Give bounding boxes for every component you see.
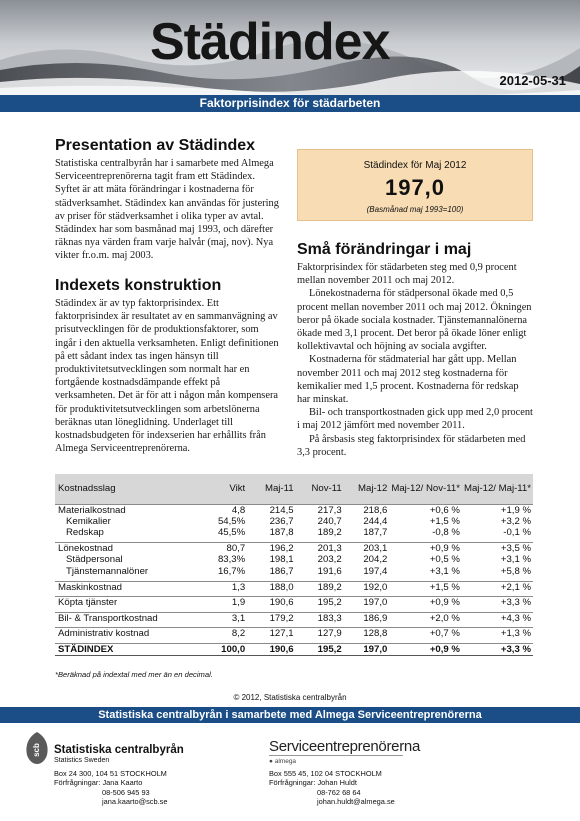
column-header: Kostnadsslag [58, 483, 116, 495]
value-cell: +0,9 % [389, 597, 462, 609]
value-cell: 1,3 [193, 581, 247, 593]
value-cell: 203,1 [344, 543, 390, 555]
presentation-section [55, 137, 280, 263]
value-cell: -0,8 % [432, 527, 460, 539]
value-cell: 190,6 [247, 597, 295, 609]
value-cell: 127,9 [296, 628, 344, 640]
value-cell: +0,7 % [389, 628, 462, 640]
table-body [55, 504, 533, 655]
value-cell: 187,8 [269, 527, 294, 539]
changes-paragraph: Faktorprisindex för städarbeten steg med 0,9 procent mellan november 2011 och maj 2012. [297, 262, 517, 287]
value-cell: +2,0 % [389, 612, 462, 624]
value-cell: 183,3 [296, 612, 344, 624]
table-row [55, 612, 533, 624]
value-cell: 4,8 [193, 504, 247, 516]
changes-paragraph: På årsbasis steg faktorprisindex för städarbeten med 3,3 procent. [297, 433, 526, 458]
index-box-label: Städindex för Maj 2012 [363, 160, 467, 171]
index-value-box [297, 149, 533, 221]
scb-contact [54, 769, 167, 807]
column-header: Maj-12/ Nov-11* [391, 483, 460, 495]
value-cell: 191,6 [317, 565, 342, 577]
value-cell: +4,3 % [462, 612, 533, 624]
table-row [55, 581, 533, 593]
construction-text: Städindex är av typ faktorprisindex. Ett faktorprisindex är resultatet av en sammanvägning av prisutvecklingen för de produktionsfaktorer, som ingår i den aktuella verksamheten. Enligt definitionen på ett sådant index tas ingen hänsyn till produktivitetsutvecklingen som normalt har en fortgående kostnadsdämpande effekt på verksamheten. Det är för att i någon mån kompensera för produktivitetsutvecklingen som arbetslönerna beräknas utan löneglidning. Underlaget till kostnadsbudgeten för indexserien har erhållits från Almega Serviceentreprenörerna. [55, 298, 279, 455]
scb-contact-line [54, 778, 167, 787]
value-cell: 197,0 [344, 597, 390, 609]
value-cell: 128,8 [344, 628, 390, 640]
almega-contact-label: Förfrågningar: [269, 778, 316, 788]
value-cell: 197,0 [344, 643, 390, 655]
value-cell: 203,2 [317, 554, 342, 566]
scb-name: Statistiska centralbyrån [54, 744, 184, 756]
value-cell: +5,8 % [500, 565, 531, 577]
value-cell: 195,2 [296, 597, 344, 609]
value-cell: 54,5% [217, 515, 246, 527]
value-cell: 244,4 [363, 515, 388, 527]
almega-logo-name: Serviceentreprenörerna [269, 738, 420, 755]
table-header-row [55, 474, 533, 504]
changes-paragraph: Lönekostnaderna för städpersonal ökade med 0,5 procent mellan november 2011 och maj 2012. Ökningen beror på ökade sociala kostnader. Tjänstemannalönerna ökade med 3,1 procent. Det beror på ökade löner enligt kollektivavtal och höjning av sociala avgifter. [297, 288, 532, 353]
value-cell: 192,0 [344, 581, 390, 593]
cost-type-cell: Redskap [66, 527, 104, 539]
value-cell: +1,9 % [462, 504, 533, 516]
cost-type-cell: Maskinkostnad [55, 581, 193, 593]
value-cell: 1,9 [193, 597, 247, 609]
cost-type-cell: Administrativ kostnad [55, 628, 193, 640]
value-cell: 179,2 [247, 612, 295, 624]
value-cell: 189,2 [317, 527, 342, 539]
table-row [55, 516, 533, 528]
cost-type-cell: Materialkostnad [55, 504, 193, 516]
subtitle-text: Faktorprisindex för städarbeten [199, 96, 381, 110]
table-row [55, 527, 533, 539]
changes-paragraph: Bil- och transportkostnaden gick upp med 2,0 procent i maj 2012 jämfört med november 2011. [297, 407, 533, 432]
value-cell: 80,7 [193, 543, 247, 555]
value-cell: +1,5 % [429, 515, 460, 527]
cost-type-cell: Bil- & Transportkostnad [55, 612, 193, 624]
scb-contact-name: Jana Kaarto [102, 778, 143, 788]
cost-type-cell: Köpta tjänster [55, 597, 193, 609]
value-cell: +1,3 % [462, 628, 533, 640]
cost-index-table [55, 474, 533, 656]
table-row [55, 554, 533, 566]
value-cell: 3,1 [193, 612, 247, 624]
value-cell: 197,4 [363, 565, 388, 577]
value-cell: 198,1 [269, 554, 294, 566]
scb-logo-text: scb [32, 743, 41, 757]
column-header: Maj-11 [264, 483, 294, 495]
value-cell: +0,9 % [389, 543, 462, 555]
value-cell: 187,7 [363, 527, 388, 539]
value-cell: +0,5 % [429, 554, 460, 566]
changes-section [297, 241, 533, 459]
value-cell: +3,1 % [500, 554, 531, 566]
column-header: Nov-11 [311, 483, 342, 495]
page-header [0, 0, 580, 112]
almega-logo-sub: ● almega [269, 758, 297, 765]
presentation-heading: Presentation av Städindex [55, 137, 256, 154]
scb-email[interactable]: jana.kaarto@scb.se [102, 797, 168, 807]
value-cell: 196,2 [247, 543, 295, 555]
scb-contact-label: Förfrågningar: [54, 778, 101, 788]
value-cell: 236,7 [269, 515, 294, 527]
construction-heading: Indexets konstruktion [55, 277, 222, 294]
value-cell: 100,0 [193, 643, 247, 655]
value-cell: +3,2 % [500, 515, 531, 527]
value-cell: 83,3% [217, 554, 246, 566]
index-box-value: 197,0 [384, 175, 446, 200]
subtitle-band [0, 95, 580, 112]
almega-contact-line [269, 778, 395, 787]
table-footnote: *Beräknad på indextal med mer än en decimal. [55, 670, 213, 679]
scb-address: Box 24 300, 104 51 STOCKHOLM [54, 769, 167, 778]
value-cell: 190,6 [247, 643, 295, 655]
value-cell: 16,7% [217, 565, 246, 577]
almega-logo-rule [269, 755, 403, 756]
copyright: © 2012, Statistiska centralbyrån [233, 693, 347, 702]
value-cell: 186,9 [344, 612, 390, 624]
changes-heading: Små förändringar i maj [297, 241, 472, 258]
changes-paragraph: Kostnaderna för städmaterial har gått upp. Mellan november 2011 och maj 2012 steg kostnaderna för kemikalier med 1,5 procent. Kostnaderna för redskap har minskat. [297, 354, 519, 406]
cost-type-cell: Lönekostnad [55, 543, 193, 555]
value-cell: 45,5% [217, 527, 246, 539]
value-cell: +0,9 % [389, 643, 462, 655]
column-header: Maj-12 [358, 483, 388, 495]
value-cell: 218,6 [344, 504, 390, 516]
cost-type-cell: Kemikalier [66, 515, 111, 527]
cost-type-cell: Städpersonal [66, 554, 123, 566]
publication-date: 2012-05-31 [499, 73, 566, 88]
almega-contact-name: Johan Huldt [317, 778, 357, 788]
table-row [55, 643, 533, 655]
column-header: Maj-12/ Maj-11* [463, 483, 531, 495]
value-cell: +3,5 % [462, 543, 533, 555]
value-cell: 217,3 [296, 504, 344, 516]
value-cell: +3,1 % [429, 565, 460, 577]
value-cell: 201,3 [296, 543, 344, 555]
scb-logo-icon [24, 731, 50, 765]
almega-phone: 08-762 68 64 [317, 787, 361, 797]
cost-type-cell: Tjänstemannalöner [66, 565, 149, 577]
value-cell: +1,5 % [389, 581, 462, 593]
table-row [55, 628, 533, 640]
scb-name-en: Statistics Sweden [54, 757, 110, 764]
scb-phone: 08-506 945 93 [102, 787, 150, 797]
value-cell: 188,0 [247, 581, 295, 593]
table-row [55, 543, 533, 555]
construction-section [55, 277, 280, 455]
value-cell: +0,6 % [389, 504, 462, 516]
value-cell: 8,2 [193, 628, 247, 640]
value-cell: 195,2 [296, 643, 344, 655]
page-title: Städindex [150, 13, 390, 71]
value-cell: 189,2 [296, 581, 344, 593]
table-row [55, 566, 533, 578]
table-row [55, 597, 533, 609]
value-cell: -0,1 % [503, 527, 531, 539]
table-row [55, 504, 533, 516]
almega-address: Box 555 45, 102 04 STOCKHOLM [269, 769, 382, 778]
value-cell: +3,3 % [462, 643, 533, 655]
value-cell: 127,1 [247, 628, 295, 640]
footer-band-text: Statistiska centralbyrån i samarbete med Almega Serviceentreprenörerna [98, 709, 482, 721]
value-cell: +3,3 % [462, 597, 533, 609]
index-box-base: (Basmånad maj 1993=100) [366, 205, 464, 214]
value-cell: 204,2 [363, 554, 388, 566]
presentation-text: Statistiska centralbyrån har i samarbete med Almega Serviceentreprenörerna tagit fram ett Städindex. Syftet är att mäta förändringar i kostnaderna för städverksamhet. Städindex kan användas för justering av priser för städverksamhet i olika typer av avtal. Städindex har som basmånad maj 1993, och därefter räknas nya värden fram varje halvår (maj, nov). Nya vikter fr.o.m. maj 2003. [55, 158, 279, 262]
cost-type-cell: STÄDINDEX [55, 643, 193, 655]
value-cell: 240,7 [317, 515, 342, 527]
value-cell: +2,1 % [462, 581, 533, 593]
almega-email[interactable]: johan.huldt@almega.se [317, 797, 395, 807]
column-header: Vikt [229, 483, 246, 495]
almega-contact [269, 769, 395, 807]
value-cell: 186,7 [269, 565, 294, 577]
value-cell: 214,5 [247, 504, 295, 516]
footer-band [0, 707, 580, 723]
